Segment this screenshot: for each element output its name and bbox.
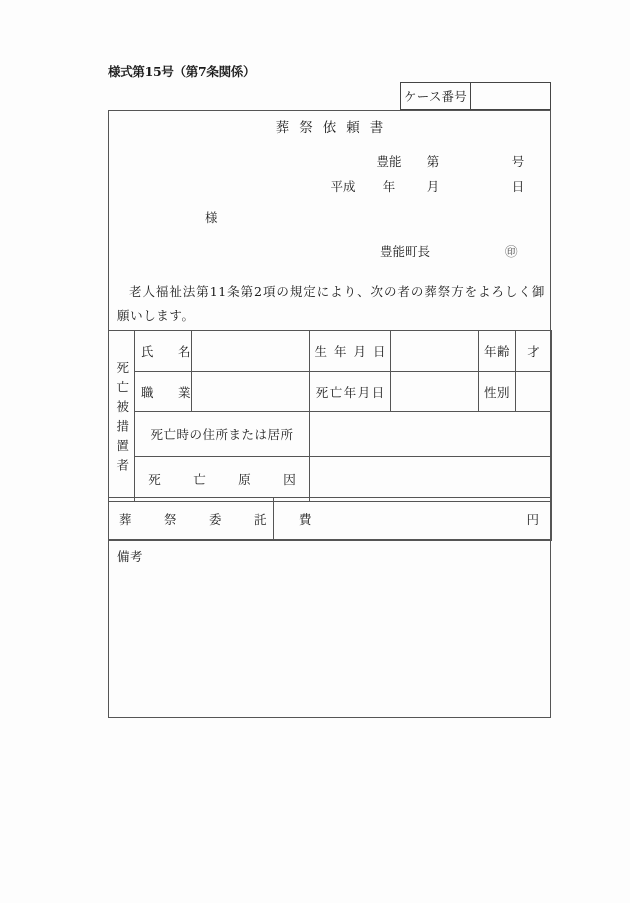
year-label: 年 [382, 179, 396, 194]
gender-label: 性別 [479, 372, 516, 412]
death-date-label: 死亡年月日 [310, 372, 391, 412]
case-number-input[interactable] [471, 83, 550, 109]
table-row [109, 498, 552, 541]
age-label: 年齢 [479, 331, 516, 372]
issuing-municipality-label: 豊能 [376, 154, 402, 169]
month-label: 月 [426, 179, 440, 194]
funeral-fee-label: 葬 祭 委 託 費 [109, 498, 274, 541]
table-row [109, 372, 552, 412]
age-unit-label: 才 [516, 331, 552, 372]
case-number-box [400, 82, 551, 110]
remarks-box [108, 539, 551, 718]
funeral-fee-unit-label: 円 [526, 512, 539, 527]
address-at-death-label: 死亡時の住所または居所 [135, 412, 310, 457]
form-number-heading: 様式第15号（第7条関係） [108, 64, 256, 79]
name-input[interactable] [192, 331, 310, 372]
cause-of-death-input[interactable] [310, 457, 552, 502]
case-number-label: ケース番号 [401, 83, 471, 109]
table-row [109, 331, 552, 372]
remarks-label: 備考 [117, 549, 144, 564]
day-label: 日 [511, 179, 525, 194]
death-date-input[interactable] [391, 372, 479, 412]
funeral-fee-table [108, 497, 552, 541]
occupation-label: 職 業 [135, 372, 192, 412]
body-paragraph: 老人福祉法第11条第2項の規定により、次の者の葬祭方をよろしく御願いします。 [117, 284, 545, 323]
addressee-honorific: 様 [205, 210, 218, 225]
era-label: 平成 [330, 179, 356, 194]
address-at-death-input[interactable] [310, 412, 552, 457]
name-label: 氏 名 [135, 331, 192, 372]
deceased-person-vertical-header-text: 死亡被措置者 [114, 360, 130, 478]
issuer-name: 豊能町長 [380, 244, 431, 259]
remarks-input[interactable] [117, 570, 542, 711]
cause-of-death-label: 死 亡 原 因 [135, 457, 310, 502]
document-number-gou-label: 号 [511, 154, 525, 169]
document-date-line [0, 177, 551, 195]
document-number-dai-label: 第 [426, 154, 440, 169]
deceased-person-vertical-header [109, 331, 135, 502]
document-number-input[interactable] [455, 152, 497, 170]
gender-input[interactable] [516, 372, 552, 412]
birthdate-label: 生 年 月 日 [310, 331, 391, 372]
birthdate-input[interactable] [391, 331, 479, 372]
document-title: 葬祭依頼書 [275, 120, 394, 136]
seal-icon: ㊞ [505, 244, 518, 259]
table-row [109, 457, 552, 502]
table-row [109, 412, 552, 457]
document-number-line [0, 152, 551, 170]
deceased-person-table [108, 330, 552, 502]
occupation-input[interactable] [192, 372, 310, 412]
